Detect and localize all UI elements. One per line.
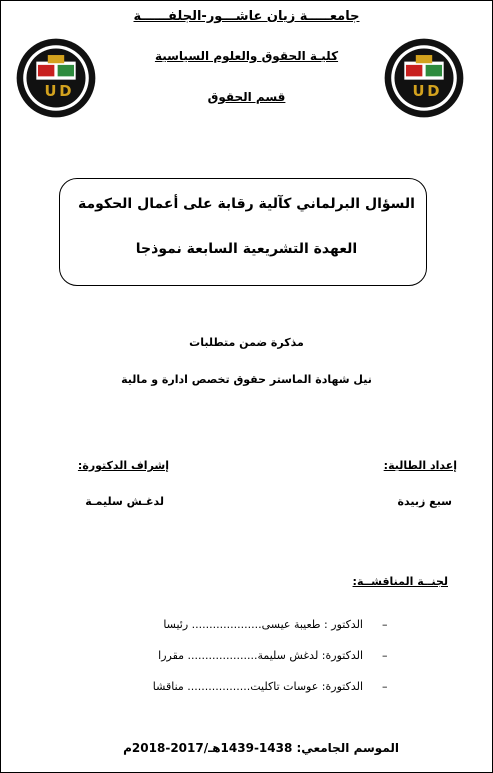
- student-label: إعداد الطالبة:: [383, 459, 457, 472]
- logo-letter-u: U: [44, 83, 57, 101]
- supervisor-label: إشراف الدكتورة:: [77, 459, 169, 472]
- committee-member: الدكتورة: عوسات تاكليت.................. مناقشا: [152, 680, 363, 693]
- student-name: سبع زبيدة: [397, 495, 452, 508]
- logo-letter-u: U: [412, 83, 425, 101]
- committee-member: الدكتورة: لدغش سليمة.................... مقررا: [158, 649, 363, 662]
- memo-line: مذكرة ضمن متطلبات: [189, 336, 304, 349]
- university-name: جامعـــــة زيان عاشـــور-الجلفــــــة: [133, 9, 360, 24]
- logo-letter-d: D: [427, 83, 440, 101]
- supervisor-name: لدغـش سليمـة: [85, 495, 164, 508]
- committee-label: لجنــة المناقشــة:: [352, 575, 448, 588]
- title-box: [59, 178, 427, 286]
- committee-member: الدكتور : طعيبة عيسى.................... رئيسا: [163, 618, 363, 631]
- committee-dash: –: [382, 680, 388, 693]
- thesis-title-line1: السؤال البرلماني كآلية رقابة على أعمال الحكومة: [78, 196, 415, 212]
- department-name: قسم الحقوق: [207, 90, 286, 104]
- thesis-title-line2: العهدة التشريعية السابعة نموذجا: [135, 241, 358, 257]
- academic-year: الموسم الجامعي: 1438-1439هـ/2017-2018م: [123, 741, 399, 755]
- faculty-name: كليـة الحقوق والعلوم السياسية: [154, 49, 339, 63]
- committee-dash: –: [382, 618, 388, 631]
- degree-line: نيل شهادة الماستر حقوق تخصص ادارة و مالية: [121, 373, 372, 386]
- logo-letter-d: D: [59, 83, 72, 101]
- committee-dash: –: [382, 649, 388, 662]
